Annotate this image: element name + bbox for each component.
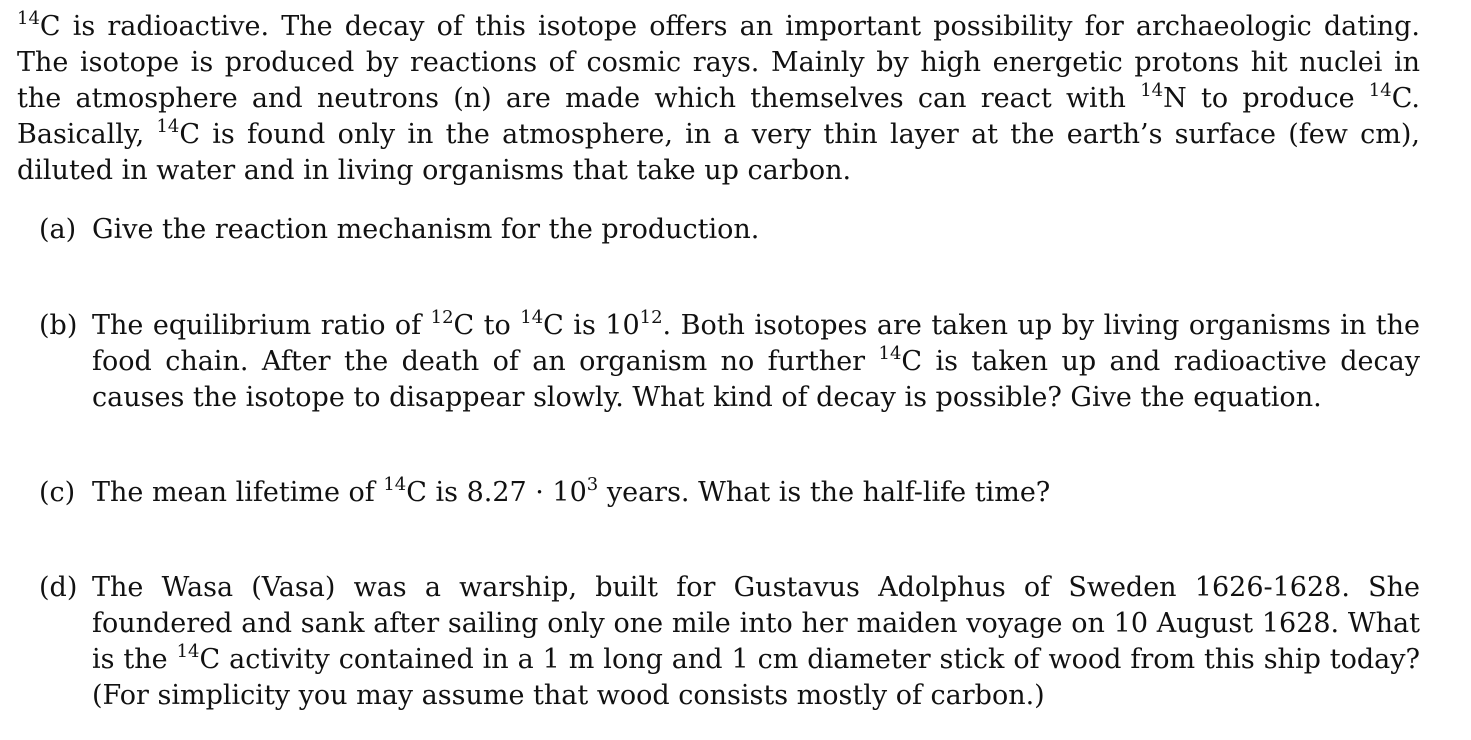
question-d [17, 570, 1420, 714]
superscript: 14 [17, 8, 40, 29]
superscript: 14 [176, 641, 200, 662]
intro-text: N to produce [1163, 83, 1369, 114]
superscript: 3 [586, 474, 599, 495]
question-text [92, 570, 1420, 714]
problem-text [17, 9, 1420, 714]
superscript: 12 [639, 307, 663, 328]
superscript: 14 [1368, 80, 1392, 101]
question-text-segment: The mean lifetime of [92, 477, 384, 508]
question-c [17, 475, 1420, 511]
superscript: 14 [383, 474, 407, 495]
question-label: (b) [39, 310, 78, 341]
question-text-segment: The equilibrium ratio of [92, 310, 431, 341]
question-label: (a) [39, 214, 77, 245]
superscript: 14 [1140, 80, 1164, 101]
question-text-segment: C is taken up and radioactive decay causes the isotope to disappear slowly. What kind of decay is possible? Give the equation. [92, 346, 1420, 413]
question-b [17, 308, 1420, 416]
question-text-segment: years. What is the half-life time? [598, 477, 1051, 508]
superscript: 12 [430, 307, 454, 328]
question-label: (d) [39, 572, 78, 603]
superscript: 14 [878, 343, 902, 364]
question-label: (c) [39, 477, 76, 508]
intro-paragraph [17, 9, 1420, 189]
question-a [17, 212, 1420, 248]
question-text [92, 212, 1420, 248]
superscript: 14 [156, 116, 180, 137]
intro-text: C. Basically, [17, 83, 1420, 150]
intro-text: C is radioactive. The decay of this isotope offers an important possibility for archaeologic dating. The isotope is produced by reactions of cosmic rays. Mainly by high energetic protons hit nuclei in the atmosphere and neutrons (n) are made which themselves can react with [17, 11, 1420, 114]
question-text-segment: C activity contained in a 1 m long and 1 cm diameter stick of wood from this ship today? (For simplicity you may assume that wood consists mostly of carbon.) [92, 644, 1421, 711]
question-text [92, 475, 1420, 511]
question-text [92, 308, 1420, 416]
question-text-segment: C is 8.27 · 10 [406, 477, 587, 508]
superscript: 14 [520, 307, 544, 328]
question-text-segment: Give the reaction mechanism for the production. [92, 214, 760, 245]
question-text-segment: The Wasa (Vasa) was a warship, built for Gustavus Adolphus of Sweden 1626-1628. She foundered and sank after sailing only one mile into her maiden voyage on 10 August 1628. What is the [92, 572, 1420, 675]
question-text-segment: . Both isotopes are taken up by living organisms in the food chain. After the death of an organism no further [92, 310, 1420, 377]
question-text-segment: C is 10 [543, 310, 640, 341]
question-text-segment: C to [453, 310, 521, 341]
intro-text: C is found only in the atmosphere, in a very thin layer at the earth’s surface (few cm), diluted in water and in living organisms that take up carbon. [17, 119, 1420, 186]
